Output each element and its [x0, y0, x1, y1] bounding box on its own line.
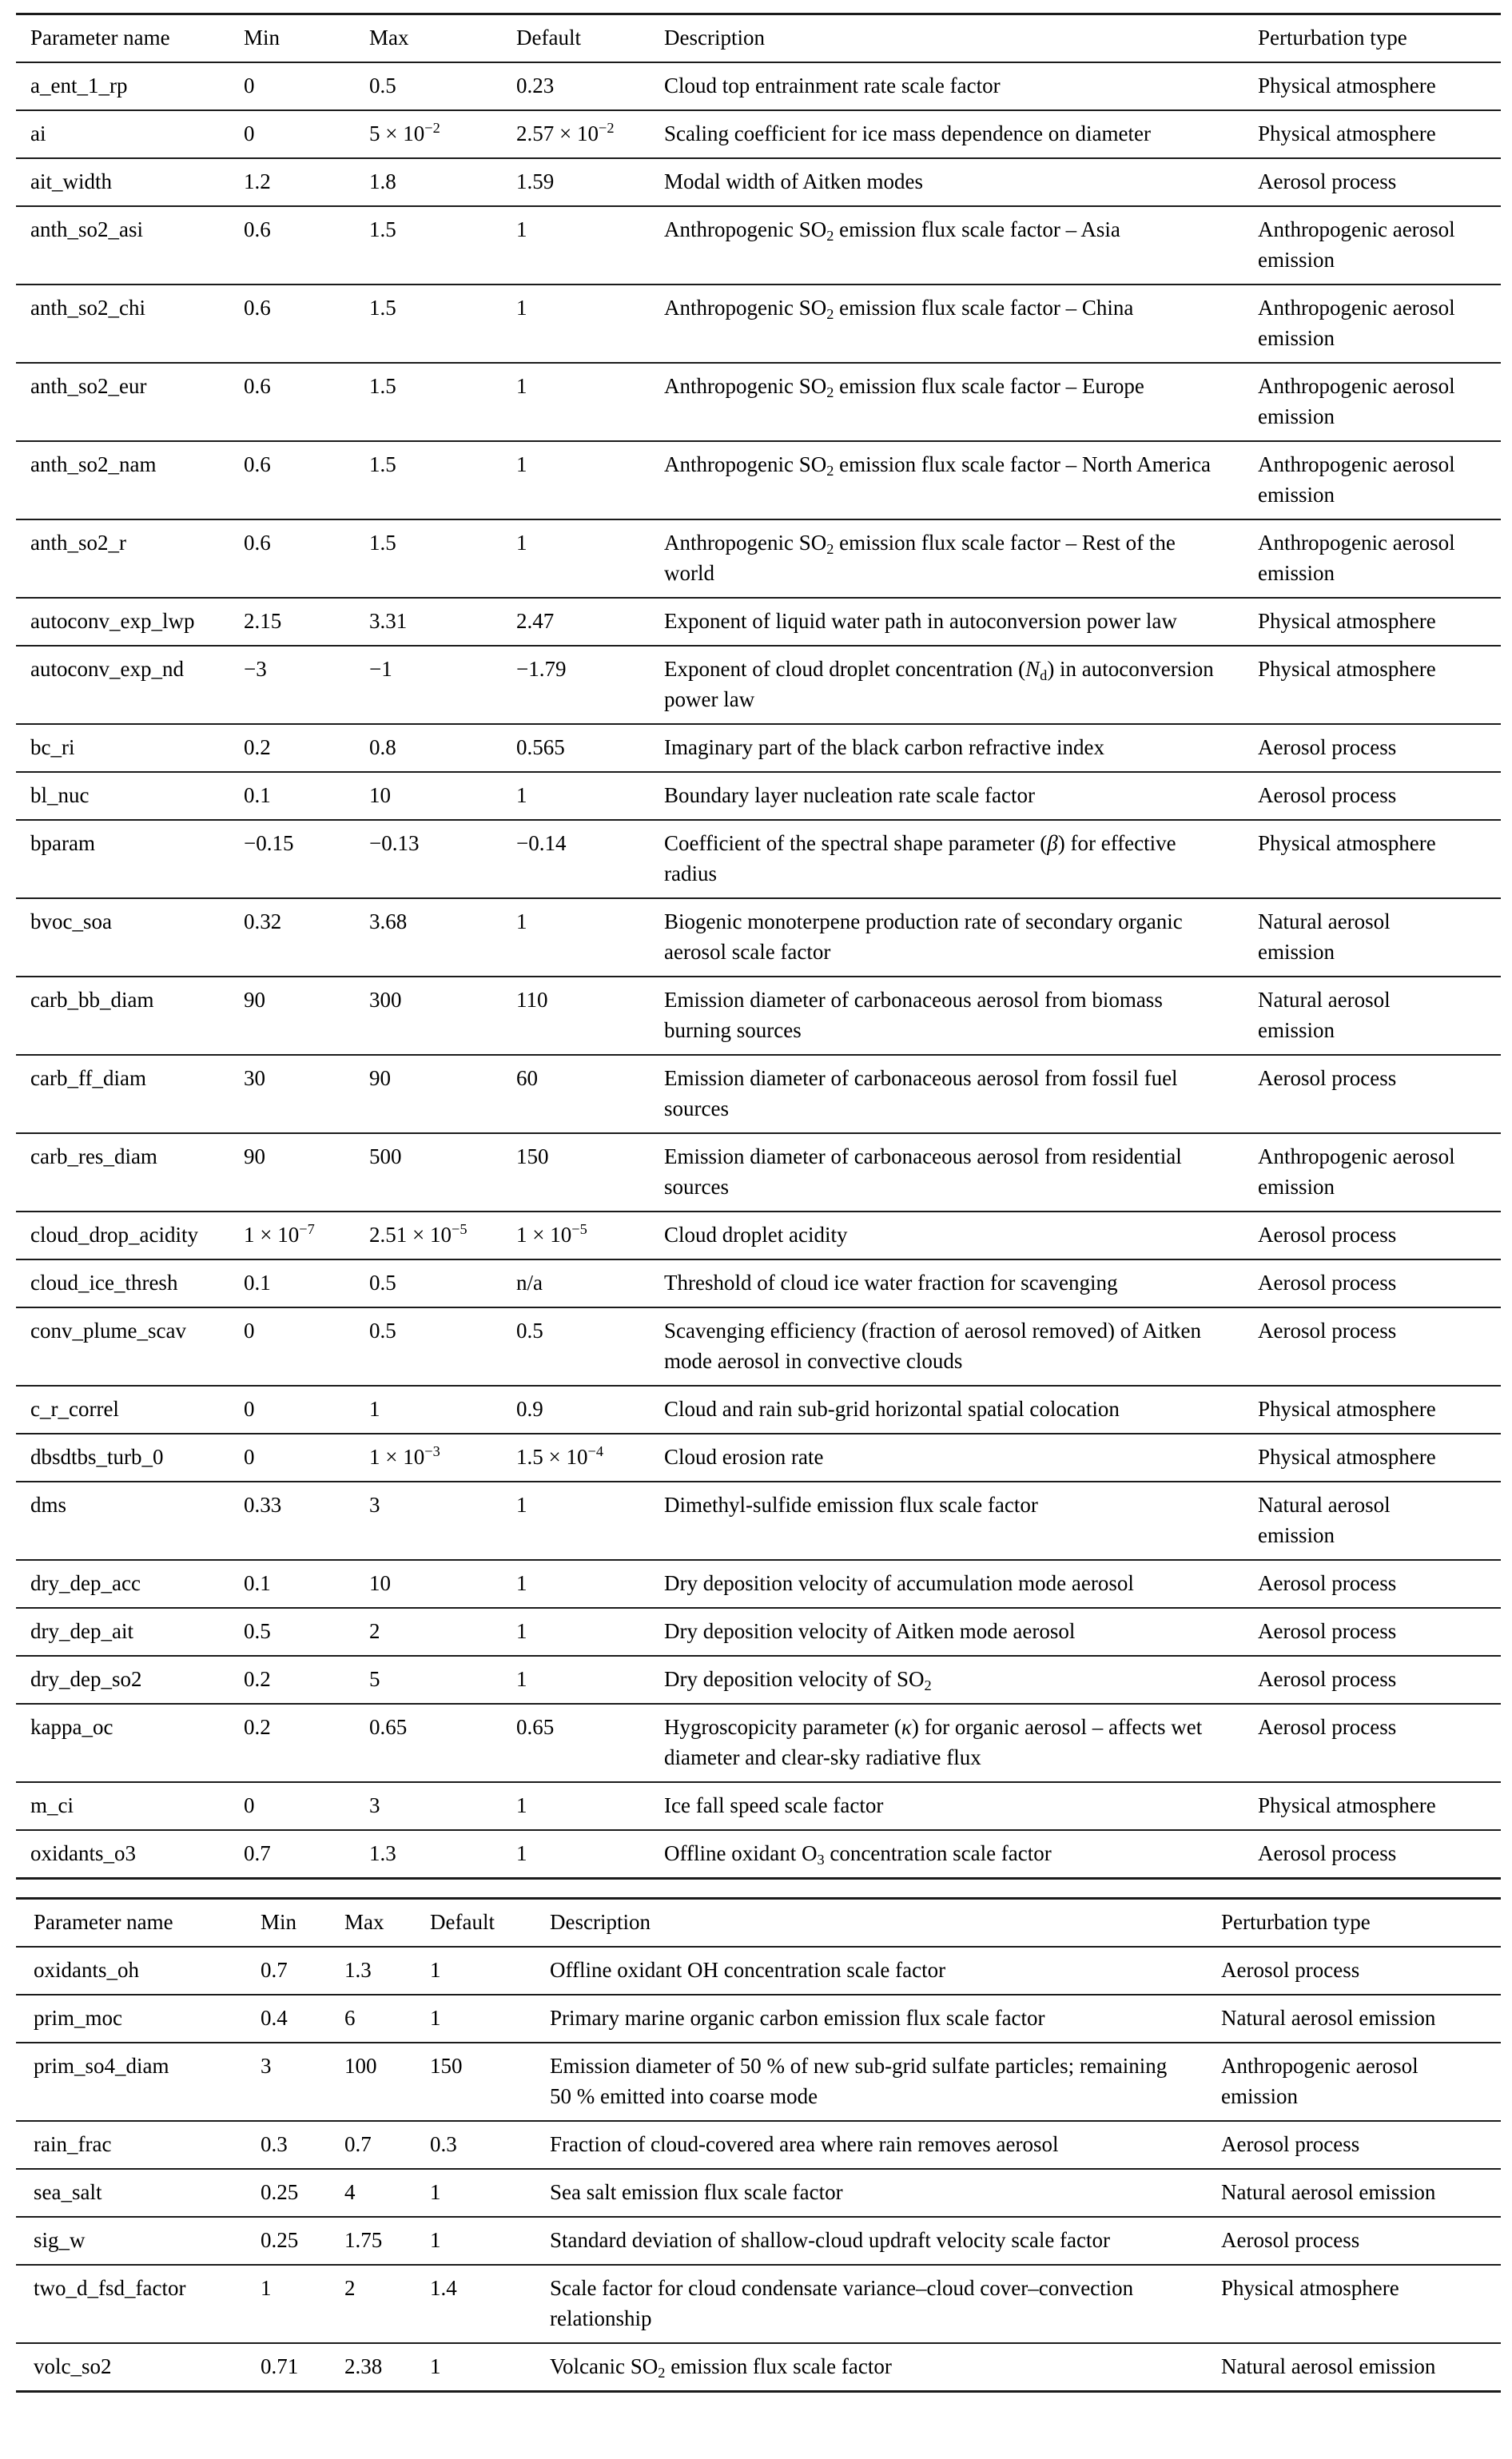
cell-default: 1: [516, 1493, 527, 1517]
cell-default: 1: [516, 531, 527, 555]
cell-min: 0: [244, 1319, 255, 1343]
cell-default: 1: [516, 452, 527, 476]
cell-min: −0.15: [244, 831, 294, 855]
cell-perturbation-type: Natural aerosol emission: [1258, 909, 1391, 964]
cell-default: 1: [516, 217, 527, 241]
column-header-parameter-name: Parameter name: [30, 26, 170, 50]
cell-max: 1.3: [369, 1841, 396, 1865]
table-row: [16, 364, 1501, 442]
cell-max: 10: [369, 783, 391, 807]
cell-perturbation-type: Aerosol process: [1258, 1667, 1397, 1691]
cell-max: 300: [369, 988, 402, 1012]
cell-min: 0: [244, 1397, 255, 1421]
cell-parameter-name: volc_so2: [34, 2354, 112, 2378]
cell-description: Standard deviation of shallow-cloud updraft velocity scale factor: [550, 2228, 1111, 2252]
column-header-default: Default: [430, 1910, 495, 1934]
cell-default: 2.47: [516, 609, 555, 633]
table-row: [16, 207, 1501, 285]
cell-description: Emission diameter of carbonaceous aerosol from residential sources: [664, 1144, 1182, 1199]
cell-description: Scale factor for cloud condensate variance–cloud cover–convection relationship: [550, 2276, 1134, 2330]
table-row: [16, 1831, 1501, 1877]
table-row: [16, 599, 1501, 647]
cell-max: 2.38: [344, 2354, 383, 2378]
cell-perturbation-type: Physical atmosphere: [1258, 1445, 1436, 1469]
cell-parameter-name: anth_so2_r: [30, 531, 126, 555]
table-row: [16, 821, 1501, 899]
cell-max: 0.7: [344, 2132, 372, 2156]
cell-description: Emission diameter of 50 % of new sub-grid sulfate particles; remaining 50 % emitted into coarse mode: [550, 2054, 1168, 2108]
cell-default: 1: [516, 1571, 527, 1595]
cell-default: 1.4: [430, 2276, 457, 2300]
cell-perturbation-type: Aerosol process: [1258, 169, 1397, 193]
column-header-min: Min: [244, 26, 281, 50]
cell-description: Biogenic monoterpene production rate of secondary organic aerosol scale factor: [664, 909, 1183, 964]
cell-min: 0.25: [261, 2180, 299, 2204]
cell-description: Dry deposition velocity of $SO_2$: [664, 1667, 932, 1693]
cell-description: Anthropogenic $SO_2$ emission flux scale factor – Europe: [664, 374, 1144, 400]
cell-default: 60: [516, 1066, 538, 1090]
column-header-parameter-name: Parameter name: [34, 1910, 173, 1934]
table-row: [16, 1212, 1501, 1260]
cell-default: 0.23: [516, 74, 555, 97]
table-row: [16, 1134, 1501, 1212]
cell-perturbation-type: Aerosol process: [1258, 1571, 1397, 1595]
cell-default: 1: [516, 1841, 527, 1865]
cell-min: 0: [244, 1793, 255, 1817]
column-header-default: Default: [516, 26, 581, 50]
column-header-perturbation-type: Perturbation type: [1221, 1910, 1371, 1934]
cell-default: 1: [516, 909, 527, 933]
cell-min: 0.71: [261, 2354, 299, 2378]
parameter-table-1: [16, 13, 1501, 1880]
cell-description: Modal width of Aitken modes: [664, 169, 923, 193]
cell-default: n/a: [516, 1271, 543, 1295]
cell-max: 1.3: [344, 1958, 372, 1982]
table-row: [16, 1308, 1501, 1387]
cell-parameter-name: carb_ff_diam: [30, 1066, 146, 1090]
cell-min: 0: [244, 74, 255, 97]
cell-perturbation-type: Physical atmosphere: [1221, 2276, 1399, 2300]
cell-min: 0.25: [261, 2228, 299, 2252]
cell-perturbation-type: Aerosol process: [1221, 2132, 1360, 2156]
cell-perturbation-type: Aerosol process: [1258, 1319, 1397, 1343]
cell-description: Anthropogenic $SO_2$ emission flux scale factor – Asia: [664, 217, 1120, 244]
cell-min: 0.2: [244, 735, 271, 759]
cell-parameter-name: sea_salt: [34, 2180, 102, 2204]
cell-min: 0.4: [261, 2006, 288, 2030]
cell-max: 2: [369, 1619, 380, 1643]
cell-parameter-name: dry_dep_so2: [30, 1667, 142, 1691]
cell-parameter-name: carb_bb_diam: [30, 988, 154, 1012]
cell-min: −3: [244, 657, 267, 681]
cell-max: 0.5: [369, 74, 396, 97]
cell-min: 0.5: [244, 1619, 271, 1643]
cell-min: 3: [261, 2054, 272, 2078]
cell-min: 0.1: [244, 1271, 271, 1295]
cell-min: 0.33: [244, 1493, 282, 1517]
cell-perturbation-type: Anthropogenic aerosol emission: [1258, 1144, 1455, 1199]
cell-default: 1: [516, 296, 527, 320]
column-header-perturbation-type: Perturbation type: [1258, 26, 1407, 50]
parameter-table-2: [16, 1897, 1501, 2393]
table-row: [16, 1387, 1501, 1434]
cell-perturbation-type: Anthropogenic aerosol emission: [1258, 531, 1455, 585]
cell-description: Anthropogenic $SO_2$ emission flux scale factor – North America: [664, 452, 1212, 479]
cell-perturbation-type: Aerosol process: [1258, 1715, 1397, 1739]
cell-max: 3: [369, 1793, 380, 1817]
cell-max: 3: [369, 1493, 380, 1517]
table-row: [16, 2043, 1501, 2122]
cell-parameter-name: a_ent_1_rp: [30, 74, 128, 97]
cell-perturbation-type: Aerosol process: [1221, 2228, 1360, 2252]
cell-default: 1: [430, 2006, 441, 2030]
cell-min: 90: [244, 1144, 265, 1168]
column-header-description: Description: [664, 26, 765, 50]
cell-parameter-name: bl_nuc: [30, 783, 90, 807]
cell-perturbation-type: Natural aerosol emission: [1258, 988, 1391, 1042]
cell-description: Cloud droplet acidity: [664, 1223, 848, 1247]
table-body: [16, 63, 1501, 1877]
cell-parameter-name: dry_dep_ait: [30, 1619, 133, 1643]
cell-min: 1: [261, 2276, 272, 2300]
cell-perturbation-type: Anthropogenic aerosol emission: [1258, 217, 1455, 272]
cell-max: 4: [344, 2180, 356, 2204]
table-header-row: [16, 1900, 1501, 1948]
cell-max: 90: [369, 1066, 391, 1090]
cell-max: 0.8: [369, 735, 396, 759]
cell-parameter-name: anth_so2_nam: [30, 452, 157, 476]
cell-parameter-name: dry_dep_acc: [30, 1571, 141, 1595]
cell-description: Cloud top entrainment rate scale factor: [664, 74, 1001, 97]
cell-perturbation-type: Anthropogenic aerosol emission: [1258, 374, 1455, 428]
table-row: [16, 1995, 1501, 2043]
cell-perturbation-type: Physical atmosphere: [1258, 74, 1436, 97]
cell-max: 10: [369, 1571, 391, 1595]
cell-parameter-name: anth_so2_eur: [30, 374, 147, 398]
cell-description: Offline oxidant $O_3$ concentration scale factor: [664, 1841, 1052, 1868]
table-row: [16, 773, 1501, 821]
cell-perturbation-type: Anthropogenic aerosol emission: [1258, 296, 1455, 350]
cell-description: Boundary layer nucleation rate scale factor: [664, 783, 1036, 807]
cell-description: Dry deposition velocity of Aitken mode aerosol: [664, 1619, 1076, 1643]
cell-description: Primary marine organic carbon emission flux scale factor: [550, 2006, 1045, 2030]
table-row: [16, 977, 1501, 1056]
cell-min: 2.15: [244, 609, 282, 633]
cell-parameter-name: m_ci: [30, 1793, 74, 1817]
cell-perturbation-type: Aerosol process: [1258, 783, 1397, 807]
table-row: [16, 111, 1501, 159]
cell-perturbation-type: Aerosol process: [1258, 1841, 1397, 1865]
cell-default: 0.565: [516, 735, 565, 759]
cell-perturbation-type: Aerosol process: [1258, 735, 1397, 759]
cell-max: 1.5: [369, 452, 396, 476]
cell-min: 0.3: [261, 2132, 288, 2156]
cell-parameter-name: prim_so4_diam: [34, 2054, 169, 2078]
cell-max: 1.5: [369, 374, 396, 398]
cell-perturbation-type: Aerosol process: [1258, 1223, 1397, 1247]
cell-default: 1: [516, 1667, 527, 1691]
cell-perturbation-type: Natural aerosol emission: [1221, 2180, 1436, 2204]
cell-perturbation-type: Anthropogenic aerosol emission: [1258, 452, 1455, 507]
cell-parameter-name: conv_plume_scav: [30, 1319, 186, 1343]
cell-default: 1.59: [516, 169, 555, 193]
cell-min: 0.6: [244, 217, 271, 241]
cell-parameter-name: prim_moc: [34, 2006, 122, 2030]
cell-description: Sea salt emission flux scale factor: [550, 2180, 843, 2204]
table-row: [16, 1260, 1501, 1308]
cell-description: Threshold of cloud ice water fraction for scavenging: [664, 1271, 1118, 1295]
cell-default: 1: [516, 374, 527, 398]
cell-description: Cloud and rain sub-grid horizontal spatial colocation: [664, 1397, 1120, 1421]
cell-max: 1.75: [344, 2228, 383, 2252]
table-row: [16, 2122, 1501, 2170]
cell-min: 0.6: [244, 452, 271, 476]
cell-default: 0.65: [516, 1715, 555, 1739]
table-row: [16, 2344, 1501, 2390]
cell-default: 0.5: [516, 1319, 543, 1343]
cell-description: Hygroscopicity parameter (κ) for organic aerosol – affects wet diameter and clear-sky radiative flux: [664, 1715, 1203, 1769]
cell-parameter-name: c_r_correl: [30, 1397, 119, 1421]
cell-min: 0.32: [244, 909, 282, 933]
table-row: [16, 1948, 1501, 1995]
cell-description: Anthropogenic $SO_2$ emission flux scale factor – Rest of the world: [664, 531, 1176, 585]
cell-parameter-name: kappa_oc: [30, 1715, 113, 1739]
cell-min: 0.1: [244, 1571, 271, 1595]
cell-default: 0.3: [430, 2132, 457, 2156]
cell-max: 1.5: [369, 531, 396, 555]
cell-description: Emission diameter of carbonaceous aerosol from biomass burning sources: [664, 988, 1163, 1042]
cell-default: 1: [516, 783, 527, 807]
cell-description: Coefficient of the spectral shape parameter (β) for effective radius: [664, 831, 1176, 885]
cell-perturbation-type: Physical atmosphere: [1258, 121, 1436, 145]
table-row: [16, 1482, 1501, 1561]
cell-parameter-name: two_d_fsd_factor: [34, 2276, 186, 2300]
cell-max: 6: [344, 2006, 356, 2030]
table-row: [16, 285, 1501, 364]
cell-default: 1: [430, 1958, 441, 1982]
cell-parameter-name: bvoc_soa: [30, 909, 112, 933]
cell-perturbation-type: Natural aerosol emission: [1221, 2006, 1436, 2030]
cell-perturbation-type: Natural aerosol emission: [1258, 1493, 1391, 1547]
cell-min: 0: [244, 121, 255, 145]
cell-default: 150: [516, 1144, 549, 1168]
cell-parameter-name: bparam: [30, 831, 95, 855]
cell-max: $5 \times 10^{-2}$: [369, 119, 440, 145]
cell-description: Fraction of cloud-covered area where rain removes aerosol: [550, 2132, 1059, 2156]
cell-min: 0.2: [244, 1667, 271, 1691]
cell-min: 1.2: [244, 169, 271, 193]
cell-description: Dry deposition velocity of accumulation mode aerosol: [664, 1571, 1134, 1595]
cell-description: Scavenging efficiency (fraction of aerosol removed) of Aitken mode aerosol in convective clouds: [664, 1319, 1201, 1373]
table-row: [16, 1609, 1501, 1657]
cell-perturbation-type: Natural aerosol emission: [1221, 2354, 1436, 2378]
cell-default: 150: [430, 2054, 463, 2078]
cell-description: Emission diameter of carbonaceous aerosol from fossil fuel sources: [664, 1066, 1178, 1120]
cell-parameter-name: cloud_drop_acidity: [30, 1223, 198, 1247]
cell-min: 90: [244, 988, 265, 1012]
table-row: [16, 1657, 1501, 1705]
cell-perturbation-type: Aerosol process: [1221, 1958, 1360, 1982]
cell-max: 2: [344, 2276, 356, 2300]
cell-max: 100: [344, 2054, 377, 2078]
cell-max: 1.5: [369, 217, 396, 241]
column-header-min: Min: [261, 1910, 297, 1934]
cell-description: Cloud erosion rate: [664, 1445, 824, 1469]
cell-min: 0.6: [244, 374, 271, 398]
cell-parameter-name: carb_res_diam: [30, 1144, 157, 1168]
cell-description: Imaginary part of the black carbon refractive index: [664, 735, 1104, 759]
cell-parameter-name: cloud_ice_thresh: [30, 1271, 178, 1295]
cell-min: 0.6: [244, 531, 271, 555]
cell-parameter-name: ai: [30, 121, 46, 145]
table-body: [16, 1948, 1501, 2390]
cell-min: 0.2: [244, 1715, 271, 1739]
table-row: [16, 1561, 1501, 1609]
table-row: [16, 1434, 1501, 1482]
cell-description: Offline oxidant OH concentration scale factor: [550, 1958, 946, 1982]
column-header-max: Max: [344, 1910, 384, 1934]
cell-min: 0.1: [244, 783, 271, 807]
cell-parameter-name: oxidants_oh: [34, 1958, 139, 1982]
table-header-row: [16, 15, 1501, 63]
cell-default: $1.5 \times 10^{-4}$: [516, 1442, 604, 1469]
cell-max: 0.65: [369, 1715, 408, 1739]
cell-default: 1: [516, 1793, 527, 1817]
table-row: [16, 1705, 1501, 1783]
cell-default: 1: [430, 2228, 441, 2252]
table-row: [16, 520, 1501, 599]
column-header-description: Description: [550, 1910, 651, 1934]
cell-default: 1: [516, 1619, 527, 1643]
cell-default: 1: [430, 2354, 441, 2378]
cell-description: Anthropogenic $SO_2$ emission flux scale factor – China: [664, 296, 1134, 322]
cell-max: 5: [369, 1667, 380, 1691]
cell-parameter-name: autoconv_exp_nd: [30, 657, 184, 681]
column-header-max: Max: [369, 26, 409, 50]
cell-default: $2.57 \times 10^{-2}$: [516, 119, 615, 145]
cell-max: 0.5: [369, 1319, 396, 1343]
table-row: [16, 159, 1501, 207]
cell-parameter-name: oxidants_o3: [30, 1841, 136, 1865]
cell-parameter-name: sig_w: [34, 2228, 86, 2252]
cell-max: 1.5: [369, 296, 396, 320]
table-row: [16, 2218, 1501, 2266]
cell-perturbation-type: Aerosol process: [1258, 1619, 1397, 1643]
cell-perturbation-type: Aerosol process: [1258, 1066, 1397, 1090]
cell-default: 110: [516, 988, 548, 1012]
cell-perturbation-type: Physical atmosphere: [1258, 1397, 1436, 1421]
cell-min: 0.7: [261, 1958, 288, 1982]
cell-default: $1 \times 10^{-5}$: [516, 1220, 587, 1247]
cell-perturbation-type: Anthropogenic aerosol emission: [1221, 2054, 1418, 2108]
table-row: [16, 442, 1501, 520]
table-row: [16, 63, 1501, 111]
cell-max: 1.8: [369, 169, 396, 193]
cell-description: Exponent of liquid water path in autoconversion power law: [664, 609, 1177, 633]
cell-parameter-name: anth_so2_asi: [30, 217, 143, 241]
cell-max: −1: [369, 657, 392, 681]
cell-parameter-name: dbsdtbs_turb_0: [30, 1445, 164, 1469]
cell-max: 500: [369, 1144, 402, 1168]
cell-max: 1: [369, 1397, 380, 1421]
cell-parameter-name: anth_so2_chi: [30, 296, 145, 320]
table-row: [16, 2266, 1501, 2344]
table-row: [16, 2170, 1501, 2218]
table-row: [16, 647, 1501, 725]
cell-max: $1 \times 10^{-3}$: [369, 1442, 440, 1469]
table-row: [16, 1783, 1501, 1831]
cell-parameter-name: ait_width: [30, 169, 112, 193]
cell-description: Scaling coefficient for ice mass dependence on diameter: [664, 121, 1151, 145]
cell-min: 0.6: [244, 296, 271, 320]
cell-min: $1 \times 10^{-7}$: [244, 1220, 315, 1247]
cell-description: Ice fall speed scale factor: [664, 1793, 884, 1817]
cell-min: 0: [244, 1445, 255, 1469]
table-row: [16, 1056, 1501, 1134]
cell-description: Volcanic $SO_2$ emission flux scale factor: [550, 2354, 892, 2381]
table-row: [16, 725, 1501, 773]
cell-description: Exponent of cloud droplet concentration $(N_d)$ in autoconversion power law: [664, 657, 1214, 711]
table-row: [16, 899, 1501, 977]
cell-default: −1.79: [516, 657, 567, 681]
cell-perturbation-type: Aerosol process: [1258, 1271, 1397, 1295]
cell-min: 0.7: [244, 1841, 271, 1865]
cell-perturbation-type: Physical atmosphere: [1258, 609, 1436, 633]
cell-parameter-name: dms: [30, 1493, 67, 1517]
cell-max: 0.5: [369, 1271, 396, 1295]
cell-max: 3.31: [369, 609, 408, 633]
cell-perturbation-type: Physical atmosphere: [1258, 1793, 1436, 1817]
cell-max: $2.51 \times 10^{-5}$: [369, 1220, 468, 1247]
cell-description: Dimethyl-sulfide emission flux scale factor: [664, 1493, 1038, 1517]
cell-parameter-name: bc_ri: [30, 735, 75, 759]
cell-parameter-name: rain_frac: [34, 2132, 112, 2156]
cell-max: 3.68: [369, 909, 408, 933]
cell-max: −0.13: [369, 831, 420, 855]
cell-default: −0.14: [516, 831, 567, 855]
cell-perturbation-type: Physical atmosphere: [1258, 831, 1436, 855]
cell-default: 0.9: [516, 1397, 543, 1421]
cell-default: 1: [430, 2180, 441, 2204]
cell-parameter-name: autoconv_exp_lwp: [30, 609, 195, 633]
cell-perturbation-type: Physical atmosphere: [1258, 657, 1436, 681]
cell-min: 30: [244, 1066, 265, 1090]
